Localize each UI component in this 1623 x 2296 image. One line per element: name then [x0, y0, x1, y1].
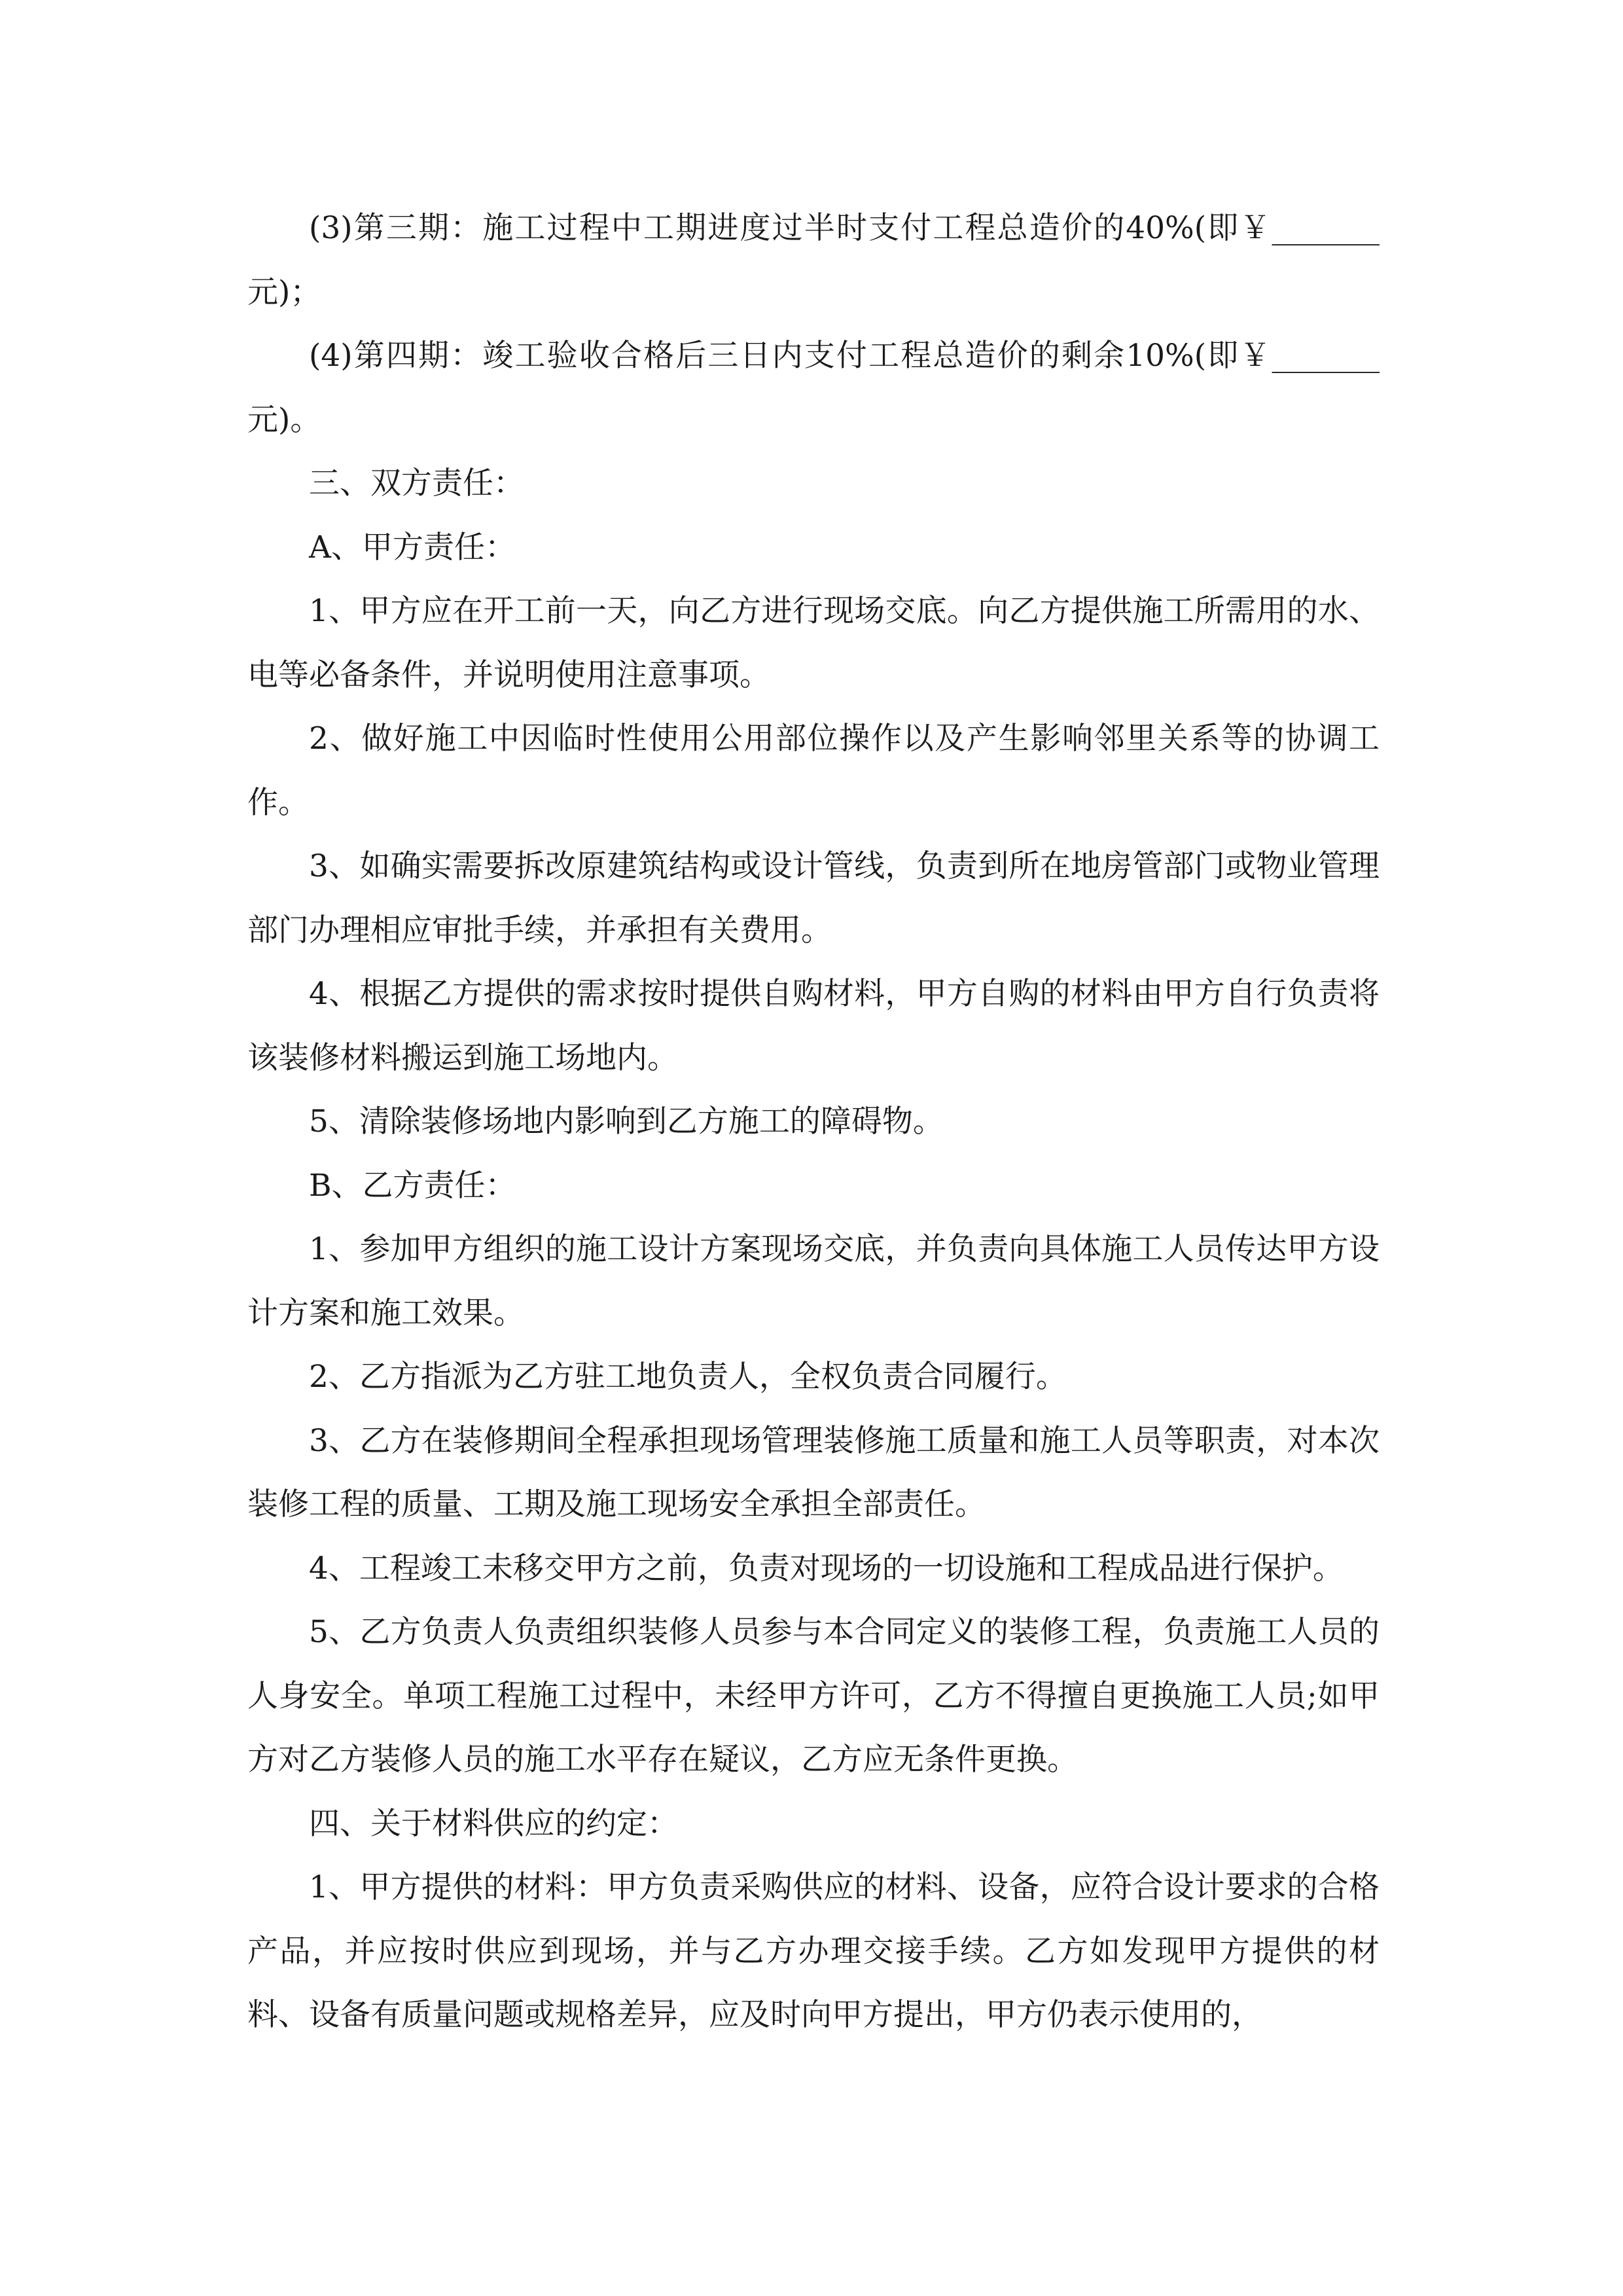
section-heading-responsibilities: 三、双方责任：: [309, 465, 524, 501]
paragraph-payment-phase-3: (3)第三期：施工过程中工期进度过半时支付工程总造价的40%(即￥_______元)；: [247, 210, 1380, 310]
paragraph-payment-phase-4: (4)第四期：竣工验收合格后三日内支付工程总造价的剩余10%(即￥_______元)。: [247, 338, 1380, 438]
subheading-party-a: A、甲方责任：: [309, 529, 516, 565]
paragraph-b-item-3: 3、乙方在装修期间全程承担现场管理装修施工质量和施工人员等职责，对本次装修工程的质量、工期及施工现场安全承担全部责任。: [247, 1422, 1380, 1522]
paragraph-a-item-2: 2、做好施工中因临时性使用公用部位操作以及产生影响邻里关系等的协调工作。: [247, 721, 1380, 821]
paragraph-materials-item-1: 1、甲方提供的材料：甲方负责采购供应的材料、设备，应符合设计要求的合格产品，并应按时供应到现场，并与乙方办理交接手续。乙方如发现甲方提供的材料、设备有质量问题或规格差异，应及时向甲方提出，甲方仍表示使用的，: [247, 1869, 1380, 2033]
paragraph-a-item-1: 1、甲方应在开工前一天，向乙方进行现场交底。向乙方提供施工所需用的水、电等必备条件，并说明使用注意事项。: [247, 593, 1380, 693]
paragraph-b-item-5: 5、乙方负责人负责组织装修人员参与本合同定义的装修工程，负责施工人员的人身安全。单项工程施工过程中，未经甲方许可，乙方不得擅自更换施工人员;如甲方对乙方装修人员的施工水平存在疑议，乙方应无条件更换。: [247, 1614, 1380, 1778]
paragraph-b-item-2: 2、乙方指派为乙方驻工地负责人，全权负责合同履行。: [309, 1359, 1067, 1395]
section-heading-materials: 四、关于材料供应的约定：: [309, 1805, 678, 1842]
paragraph-a-item-5: 5、清除装修场地内影响到乙方施工的障碍物。: [309, 1103, 944, 1139]
paragraph-a-item-4: 4、根据乙方提供的需求按时提供自购材料，甲方自购的材料由甲方自行负责将该装修材料搬运到施工场地内。: [247, 976, 1380, 1076]
document-page: [247, 196, 1380, 2047]
paragraph-a-item-3: 3、如确实需要拆改原建筑结构或设计管线，负责到所在地房管部门或物业管理部门办理相应审批手续，并承担有关费用。: [247, 848, 1380, 948]
paragraph-b-item-1: 1、参加甲方组织的施工设计方案现场交底，并负责向具体施工人员传达甲方设计方案和施工效果。: [247, 1231, 1380, 1331]
paragraph-b-item-4: 4、工程竣工未移交甲方之前，负责对现场的一切设施和工程成品进行保护。: [309, 1550, 1344, 1587]
subheading-party-b: B、乙方责任：: [309, 1167, 516, 1204]
